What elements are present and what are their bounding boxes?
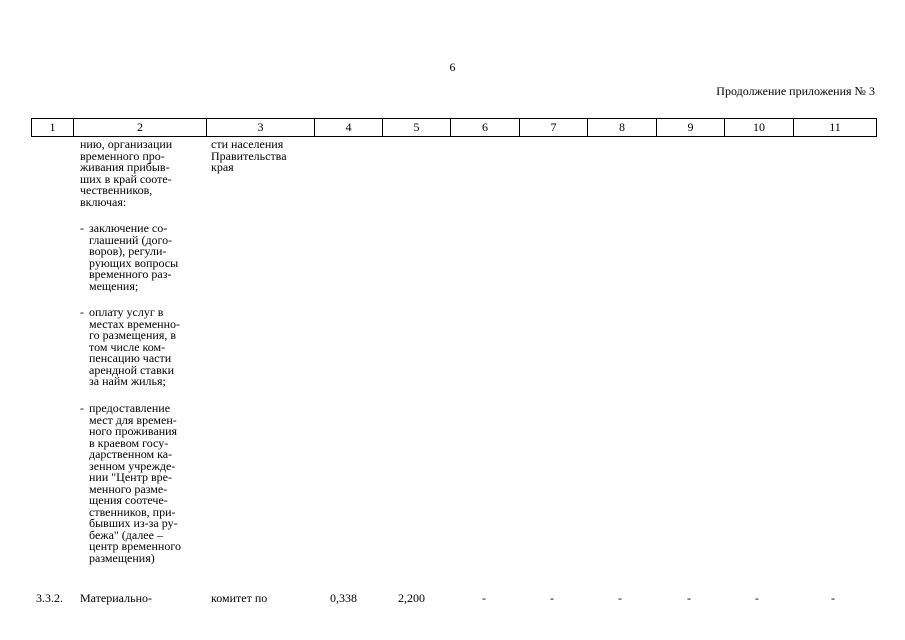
header-col-3: 3: [207, 119, 315, 137]
row-value-col7: -: [550, 591, 554, 605]
row-executor: комитет по: [211, 591, 268, 605]
bullet-text: оплату услуг в местах временно- го размещения, в том числе ком- пенсацию части арендной ставки за найм жилья;: [89, 305, 181, 388]
header-col-4: 4: [315, 119, 383, 137]
prev-row-col2-intro: нию, организации временного про- живания прибыв- ших в край сооте- чественников, включая:: [80, 137, 173, 209]
bullet-item: [80, 307, 210, 388]
bullet-item: [80, 403, 210, 564]
prev-row-col3-executor: сти населения Правительства края: [211, 137, 287, 174]
header-col-2: 2: [74, 119, 207, 137]
header-col-5: 5: [383, 119, 451, 137]
row-value-col4: 0,338: [330, 591, 357, 605]
header-col-8: 8: [588, 119, 657, 137]
row-name: Материально-: [80, 591, 152, 605]
continuation-label: Продолжение приложения № 3: [716, 84, 875, 98]
bullet-dash: -: [80, 401, 84, 415]
bullet-text: заключение со- глашений (дого- воров), регули- рующих вопросы временного раз- мещения;: [89, 221, 179, 293]
column-number-header: [31, 118, 877, 137]
header-col-9: 9: [657, 119, 725, 137]
bullet-dash: -: [80, 305, 84, 319]
header-row: [32, 119, 877, 137]
row-value-col6: -: [482, 591, 486, 605]
bullet-dash: -: [80, 221, 84, 235]
header-col-11: 11: [794, 119, 877, 137]
header-col-7: 7: [520, 119, 588, 137]
header-col-1: 1: [32, 119, 74, 137]
row-value-col9: -: [687, 591, 691, 605]
bullet-text: предоставление мест для времен- ного проживания в краевом госу- дарственном ка- зенном учрежде- нии "Центр вре- менного разме- щения соотече- ственников, при- бывших из-за ру- бежа" (далее – центр временного размещения): [89, 401, 181, 565]
header-col-6: 6: [451, 119, 520, 137]
row-value-col8: -: [618, 591, 622, 605]
header-col-10: 10: [725, 119, 794, 137]
row-value-col11: -: [831, 591, 835, 605]
page-number: 6: [449, 60, 456, 74]
row-number: 3.3.2.: [36, 591, 63, 605]
row-value-col5: 2,200: [398, 591, 425, 605]
row-value-col10: -: [755, 591, 759, 605]
bullet-item: [80, 223, 210, 292]
